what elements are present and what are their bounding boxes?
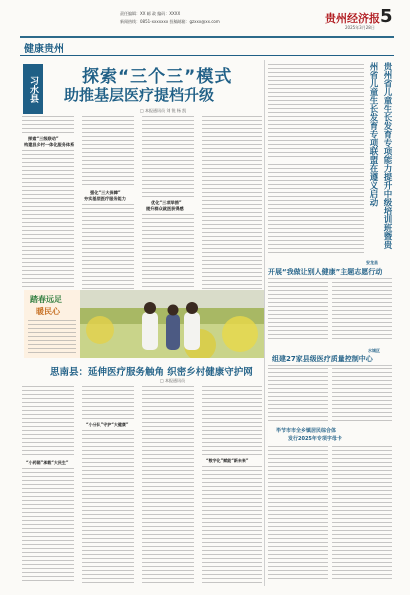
photo-doctors-in-field <box>80 290 264 358</box>
sidebar-subtitle: 暖民心 <box>36 307 60 316</box>
column-text <box>142 386 194 584</box>
column-text <box>82 116 134 188</box>
article-6-headline: 毕节市市全乡镇居民综合体 <box>276 428 337 434</box>
column-text <box>142 116 194 198</box>
subhead: 构建县乡村一体化服务体系 <box>24 142 75 147</box>
subhead: “小分队”守护“大健康” <box>86 422 129 427</box>
column-text <box>268 282 328 342</box>
sidebar-banner <box>24 290 80 358</box>
header-rule <box>20 36 394 38</box>
article-5 <box>266 346 394 424</box>
tag: 水城区 <box>368 348 380 353</box>
column-text <box>268 64 364 160</box>
article-6 <box>266 424 394 584</box>
column-text <box>268 164 364 254</box>
subhead: “小药箱”承载“大民生” <box>26 460 69 465</box>
page-header <box>20 8 394 34</box>
newspaper-logo: 贵州经济报 <box>325 12 380 25</box>
subhead: 优化“三项举措” <box>151 200 182 205</box>
divider <box>268 365 392 366</box>
article-2 <box>266 60 394 258</box>
article-6-headline-2: 发行2025年专项字母卡 <box>288 436 342 442</box>
divider <box>268 278 392 279</box>
column-text <box>82 204 134 290</box>
column-text <box>28 320 76 356</box>
tag: 安龙县 <box>366 260 378 265</box>
column-text <box>268 368 328 422</box>
column-text <box>22 386 74 458</box>
headline-line-2: 助推基层医疗提档升级 <box>64 86 215 104</box>
photo-image <box>80 290 264 358</box>
subhead: 提升群众就医获得感 <box>146 206 184 211</box>
column-text <box>202 466 262 584</box>
article-2-headline: 贵州省儿童生长发育专项能力提升中级培训班暨贵州省儿童生长发育专项联盟在遵义启动 <box>368 62 392 249</box>
column-text <box>202 386 262 456</box>
article-5-headline: 组建27家县级医疗质量控制中心 <box>272 355 373 363</box>
subhead: “数字化”赋能“新未来” <box>206 458 249 463</box>
sidebar-title: 踏春远足 <box>30 295 62 304</box>
section-rule <box>20 55 394 56</box>
column-divider <box>264 60 265 586</box>
column-text <box>332 368 392 422</box>
article-1 <box>20 60 264 290</box>
column-text <box>82 430 134 584</box>
column-text <box>332 282 392 342</box>
page-number: 5 <box>380 6 393 27</box>
subhead: 夯实基层医疗服务能力 <box>84 196 126 201</box>
contact-line: 新闻热线：0851-xxxxxxx 投稿邮箱：gzxxx@xx.com <box>120 19 220 24</box>
editor-line: 责任编辑：XX 邮 政 编码：XXXX <box>120 11 181 16</box>
article-3 <box>20 360 264 586</box>
column-text <box>202 116 262 290</box>
article-3-headline: 思南县：延伸医疗服务触角 织密乡村健康守护网 <box>50 367 253 378</box>
column-text <box>332 446 392 582</box>
section-title: 健康贵州 <box>24 44 64 55</box>
article-4-headline: 开展“我做让别人健康”主题志愿行动 <box>268 268 383 276</box>
article-4 <box>266 258 394 344</box>
subhead: 强化“三大保障” <box>90 190 121 195</box>
byline: □ 本报通讯员 刘 锐 杨 凯 <box>140 108 187 113</box>
date-line: 2025年3月28日 <box>345 25 375 30</box>
byline: □ 本报通讯员 <box>160 378 186 383</box>
column-text <box>22 116 74 134</box>
column-text <box>142 214 194 290</box>
region-tag: 习水县 <box>23 64 43 114</box>
headline-line-1: 探索“三个三”模式 <box>82 67 233 87</box>
column-text <box>82 386 134 420</box>
column-text <box>22 468 74 584</box>
column-text <box>268 446 328 582</box>
column-text <box>22 150 74 290</box>
subhead: 探索“三级联动” <box>28 136 59 141</box>
